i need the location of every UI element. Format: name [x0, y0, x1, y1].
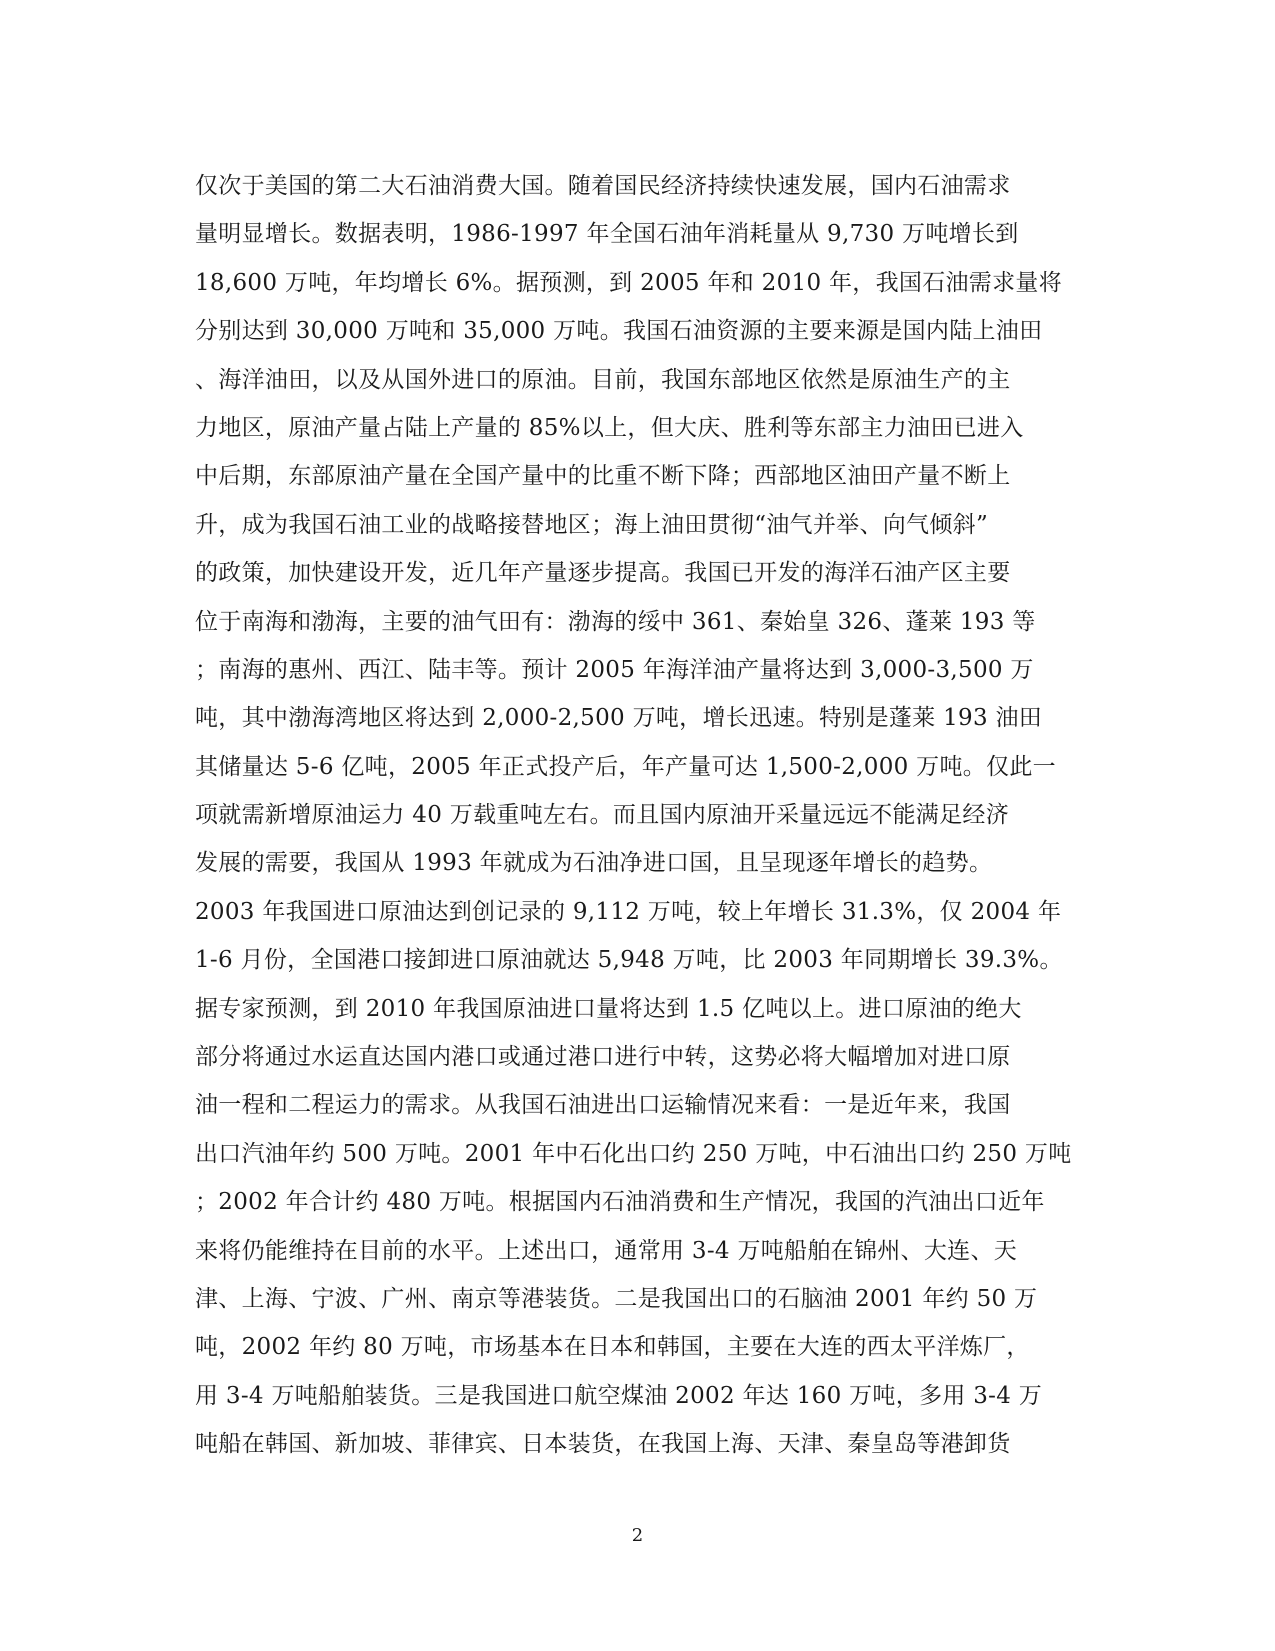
text-line: 的政策，加快建设开发，近几年产量逐步提高。我国已开发的海洋石油产区主要	[195, 560, 1011, 587]
text-line: 发展的需要，我国从 1993 年就成为石油净进口国，且呈现逐年增长的趋势。	[195, 850, 993, 877]
text-line: 其储量达 5-6 亿吨，2005 年正式投产后，年产量可达 1,500-2,000 万吨。仅此一	[195, 753, 1056, 780]
text-line: ；南海的惠州、西江、陆丰等。预计 2005 年海洋油产量将达到 3,000-3,500 万	[195, 656, 1034, 683]
text-line: 仅次于美国的第二大石油消费大国。随着国民经济持续快速发展，国内石油需求	[195, 173, 1011, 199]
text-line: 项就需新增原油运力 40 万载重吨左右。而且国内原油开采量远远不能满足经济	[195, 802, 1009, 829]
text-line: 中后期，东部原油产量在全国产量中的比重不断下降；西部地区油田产量不断上	[195, 463, 1011, 490]
text-line: 力地区，原油产量占陆上产量的 85%以上，但大庆、胜利等东部主力油田已进入	[195, 414, 1024, 441]
text-line: ；2002 年合计约 480 万吨。根据国内石油消费和生产情况，我国的汽油出口近年	[195, 1189, 1045, 1216]
text-line: 吨，其中渤海湾地区将达到 2,000-2,500 万吨，增长迅速。特别是蓬莱 193 油田	[195, 705, 1043, 732]
text-line: 18,600 万吨，年均增长 6%。据预测，到 2005 年和 2010 年，我国石油需求量将	[195, 269, 1062, 296]
text-line: 、海洋油田，以及从国外进口的原油。目前，我国东部地区依然是原油生产的主	[195, 366, 1011, 393]
text-line: 来将仍能维持在目前的水平。上述出口，通常用 3-4 万吨船舶在锦州、大连、天	[195, 1237, 1018, 1264]
page-number: 2	[631, 1525, 644, 1546]
text-line: 2003 年我国进口原油达到创记录的 9,112 万吨，较上年增长 31.3%，仅 2004 年	[195, 898, 1062, 925]
text-line: 据专家预测，到 2010 年我国原油进口量将达到 1.5 亿吨以上。进口原油的绝大	[195, 995, 1022, 1022]
text-line: 津、上海、宁波、广州、南京等港装货。二是我国出口的石脑油 2001 年约 50 万	[195, 1285, 1038, 1312]
text-line: 位于南海和渤海，主要的油气田有：渤海的绥中 361、秦始皇 326、蓬莱 193 等	[195, 608, 1036, 635]
text-line: 分别达到 30,000 万吨和 35,000 万吨。我国石油资源的主要来源是国内陆上油田	[195, 318, 1043, 345]
text-line: 油一程和二程运力的需求。从我国石油进出口运输情况来看：一是近年来，我国	[195, 1092, 1011, 1119]
text-line: 吨，2002 年约 80 万吨，市场基本在日本和韩国，主要在大连的西太平洋炼厂，	[195, 1334, 1030, 1361]
text-line: 量明显增长。数据表明，1986-1997 年全国石油年消耗量从 9,730 万吨增长到	[195, 221, 1019, 248]
text-line: 用 3-4 万吨船舶装货。三是我国进口航空煤油 2002 年达 160 万吨，多用 3-4 万	[195, 1382, 1043, 1409]
text-line: 吨船在韩国、新加坡、菲律宾、日本装货，在我国上海、天津、秦皇岛等港卸货	[195, 1431, 1011, 1458]
text-line: 1-6 月份，全国港口接卸进口原油就达 5,948 万吨，比 2003 年同期增长 39.3%。	[195, 947, 1063, 974]
text-line: 升，成为我国石油工业的战略接替地区；海上油田贯彻“油气并举、向气倾斜”	[195, 511, 989, 538]
text-line: 出口汽油年约 500 万吨。2001 年中石化出口约 250 万吨，中石油出口约 250 万吨	[195, 1140, 1072, 1167]
text-line: 部分将通过水运直达国内港口或通过港口进行中转，这势必将大幅增加对进口原	[195, 1044, 1011, 1071]
body-text	[195, 162, 1085, 1469]
